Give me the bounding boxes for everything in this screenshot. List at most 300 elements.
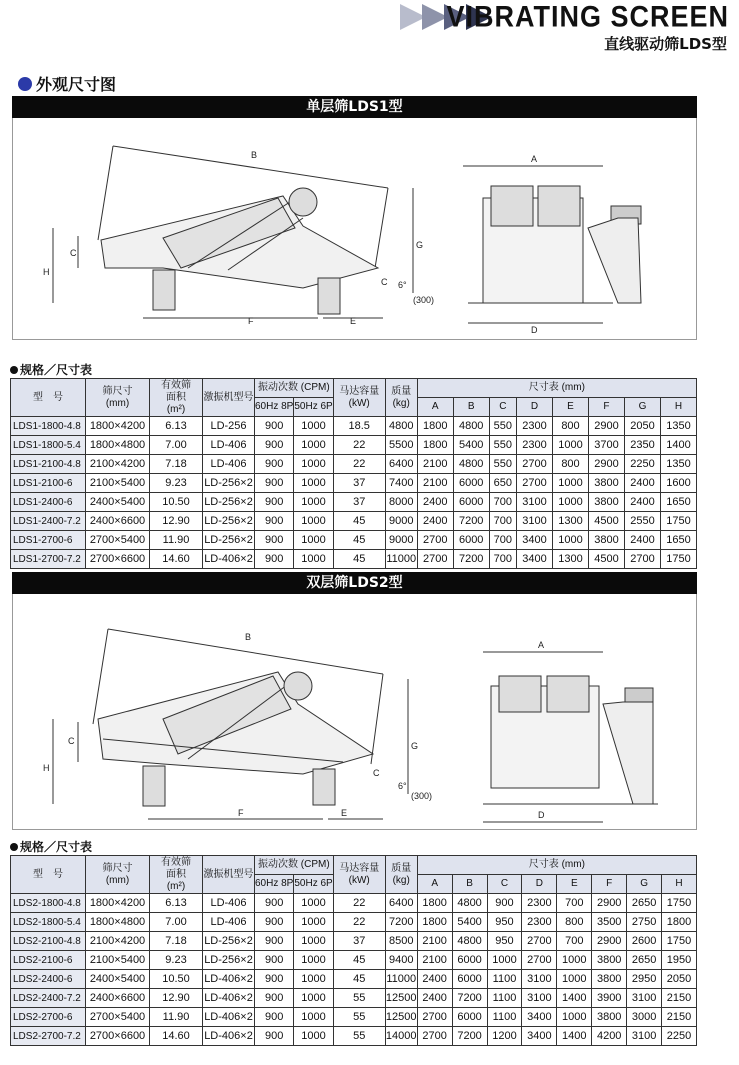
table-cell: 3400 — [522, 1027, 557, 1046]
table-row — [11, 989, 697, 1008]
table-cell: 10.50 — [150, 493, 203, 512]
th-weight: 质量 (kg) — [385, 379, 417, 417]
table-cell: 950 — [487, 932, 522, 951]
table-cell: 1000 — [294, 512, 333, 531]
table-cell: 650 — [489, 474, 516, 493]
table-cell: LD-256×2 — [203, 932, 255, 951]
table-cell: 700 — [489, 512, 516, 531]
table-cell: 2400 — [417, 493, 453, 512]
model-cell: LDS1-2100-4.8 — [11, 455, 86, 474]
table-cell: 2900 — [588, 417, 624, 436]
table-cell: 1750 — [660, 550, 696, 569]
table-cell: 37 — [333, 493, 385, 512]
table-cell: LD-406×2 — [203, 1008, 255, 1027]
lds2-table-body — [11, 894, 697, 1046]
table-cell: 1000 — [557, 951, 592, 970]
th-50hz: 50Hz 6P — [294, 875, 333, 894]
th-col-h: H — [660, 398, 696, 417]
th-col-g: G — [627, 875, 662, 894]
table-cell: 900 — [255, 989, 294, 1008]
lds2-spec-title — [10, 838, 92, 855]
table-cell: 2100×5400 — [86, 474, 150, 493]
table-cell: 2650 — [627, 951, 662, 970]
label-300: (300) — [413, 295, 435, 305]
exciter-motor — [289, 188, 317, 216]
table-cell: 6000 — [453, 531, 489, 550]
label-c2: C — [373, 768, 380, 778]
support-right — [313, 769, 335, 805]
brand-subtitle: 直线驱动筛LDS型 — [604, 35, 727, 53]
table-cell: 1650 — [660, 531, 696, 550]
table-cell: 1000 — [294, 1027, 333, 1046]
table-cell: 1200 — [487, 1027, 522, 1046]
table-cell: 18.5 — [333, 417, 385, 436]
table-cell: 2700 — [417, 550, 453, 569]
label-h: H — [43, 267, 50, 277]
th-model: 型 号 — [11, 379, 86, 417]
table-cell: 1950 — [662, 951, 697, 970]
table-cell: 900 — [255, 531, 294, 550]
table-cell: 4800 — [452, 932, 487, 951]
table-cell: 12.90 — [150, 512, 203, 531]
table-cell: 37 — [333, 932, 385, 951]
label-d: D — [538, 810, 545, 820]
table-cell: 2300 — [522, 894, 557, 913]
table-cell: 700 — [557, 894, 592, 913]
table-cell: 2100×4200 — [86, 455, 150, 474]
table-cell: 55 — [333, 989, 385, 1008]
table-cell: 12.90 — [150, 989, 203, 1008]
table-cell: 2700×5400 — [86, 531, 150, 550]
table-cell: 3100 — [517, 512, 553, 531]
table-cell: 1000 — [294, 989, 333, 1008]
table-cell: 1000 — [294, 913, 333, 932]
th-col-d: D — [517, 398, 553, 417]
table-cell: 2100×4200 — [86, 932, 150, 951]
label-angle: 6° — [398, 781, 407, 791]
th-col-a: A — [417, 398, 453, 417]
table-cell: 1800×4800 — [86, 436, 150, 455]
table-cell: 6000 — [452, 1008, 487, 1027]
table-cell: 55 — [333, 1027, 385, 1046]
table-cell: 2050 — [624, 417, 660, 436]
table-cell: 3900 — [592, 989, 627, 1008]
table-cell: 2400 — [624, 493, 660, 512]
table-cell: 2100 — [417, 951, 452, 970]
label-c: C — [68, 736, 75, 746]
table-cell: 1300 — [553, 550, 589, 569]
table-cell: 2400×5400 — [86, 970, 150, 989]
table-row — [11, 550, 697, 569]
table-cell: 3800 — [592, 951, 627, 970]
table-cell: 2100 — [417, 474, 453, 493]
model-cell: LDS2-2400-7.2 — [11, 989, 86, 1008]
label-f: F — [248, 316, 254, 326]
table-cell: 2100 — [417, 455, 453, 474]
table-cell: 4500 — [588, 550, 624, 569]
label-angle: 6° — [398, 280, 407, 290]
table-cell: 900 — [255, 474, 294, 493]
table-cell: 1300 — [553, 512, 589, 531]
table-cell: 1000 — [294, 951, 333, 970]
support-right — [318, 278, 340, 314]
table-cell: 2100×5400 — [86, 951, 150, 970]
table-cell: 7.18 — [150, 455, 203, 474]
table-cell: 1750 — [660, 512, 696, 531]
table-cell: 3800 — [588, 493, 624, 512]
model-cell: LDS1-1800-5.4 — [11, 436, 86, 455]
th-dims: 尺寸表 (mm) — [417, 856, 696, 875]
table-cell: 2400×6600 — [86, 512, 150, 531]
table-cell: 900 — [255, 1027, 294, 1046]
model-cell: LDS2-2700-7.2 — [11, 1027, 86, 1046]
table-cell: 1000 — [553, 474, 589, 493]
th-screen-size: 筛尺寸 (mm) — [86, 379, 150, 417]
th-vib: 振动次数 (CPM) — [255, 379, 334, 398]
th-col-c: C — [487, 875, 522, 894]
table-cell: 800 — [553, 417, 589, 436]
table-cell: 2750 — [627, 913, 662, 932]
table-cell: 1000 — [294, 436, 333, 455]
table-cell: 1000 — [553, 531, 589, 550]
table-cell: 1100 — [487, 1008, 522, 1027]
table-cell: 55 — [333, 1008, 385, 1027]
table-cell: 6000 — [453, 474, 489, 493]
table-cell: 3400 — [522, 1008, 557, 1027]
th-60hz: 60Hz 8P — [255, 398, 294, 417]
label-300: (300) — [411, 791, 433, 801]
table-cell: 11.90 — [150, 1008, 203, 1027]
table-cell: 9400 — [385, 951, 417, 970]
table-cell: 6000 — [452, 951, 487, 970]
model-cell: LDS2-2100-4.8 — [11, 932, 86, 951]
table-cell: 2700×5400 — [86, 1008, 150, 1027]
page-header — [0, 0, 739, 60]
table-cell: 14000 — [385, 1027, 417, 1046]
table-cell: 2400×5400 — [86, 493, 150, 512]
table-cell: 2950 — [627, 970, 662, 989]
table-cell: LD-256×2 — [203, 951, 255, 970]
model-cell: LDS2-1800-4.8 — [11, 894, 86, 913]
table-cell: 4800 — [453, 417, 489, 436]
th-col-h: H — [662, 875, 697, 894]
table-row — [11, 894, 697, 913]
table-cell: 1100 — [487, 970, 522, 989]
table-cell: 6400 — [385, 455, 417, 474]
table-cell: 2400 — [417, 989, 452, 1008]
table-cell: 2700 — [624, 550, 660, 569]
table-cell: 1000 — [294, 1008, 333, 1027]
table-cell: 7.00 — [150, 913, 203, 932]
table-cell: 2900 — [588, 455, 624, 474]
table-cell: 3800 — [592, 970, 627, 989]
table-cell: 3100 — [522, 989, 557, 1008]
bullet-icon — [18, 77, 32, 91]
th-area: 有效筛 面积 (m²) — [150, 379, 203, 417]
table-cell: 700 — [489, 493, 516, 512]
table-cell: 7200 — [452, 1027, 487, 1046]
table-cell: 950 — [487, 913, 522, 932]
table-cell: 1000 — [294, 531, 333, 550]
table-cell: 2150 — [662, 1008, 697, 1027]
table-cell: 2700 — [522, 951, 557, 970]
label-b: B — [245, 632, 252, 642]
label-a: A — [538, 640, 545, 650]
th-vib: 振动次数 (CPM) — [255, 856, 334, 875]
table-cell: 14.60 — [150, 1027, 203, 1046]
brand-title: VIBRATING SCREEN — [446, 0, 729, 34]
lds1-spec-title — [10, 361, 92, 378]
th-model: 型 号 — [11, 856, 86, 894]
table-cell: 11000 — [385, 970, 417, 989]
table-cell: 3100 — [517, 493, 553, 512]
table-cell: 2700 — [417, 1008, 452, 1027]
table-cell: 37 — [333, 474, 385, 493]
table-cell: 2400 — [417, 970, 452, 989]
model-cell: LDS1-2400-7.2 — [11, 512, 86, 531]
table-cell: 9000 — [385, 531, 417, 550]
table-cell: 45 — [333, 550, 385, 569]
table-cell: 7200 — [452, 989, 487, 1008]
table-cell: 1000 — [294, 455, 333, 474]
table-cell: 3700 — [588, 436, 624, 455]
table-cell: 1000 — [557, 1008, 592, 1027]
table-cell: 6.13 — [150, 417, 203, 436]
table-cell: 700 — [489, 550, 516, 569]
table-cell: 1000 — [557, 970, 592, 989]
table-cell: 2700 — [417, 531, 453, 550]
table-cell: 22 — [333, 913, 385, 932]
table-cell: LD-406×2 — [203, 989, 255, 1008]
table-cell: 8500 — [385, 932, 417, 951]
table-cell: 12500 — [385, 1008, 417, 1027]
table-cell: 10.50 — [150, 970, 203, 989]
model-cell: LDS2-1800-5.4 — [11, 913, 86, 932]
table-cell: 11000 — [385, 550, 417, 569]
table-cell: 4200 — [592, 1027, 627, 1046]
table-cell: 1800 — [417, 417, 453, 436]
table-cell: 2050 — [662, 970, 697, 989]
table-cell: 8000 — [385, 493, 417, 512]
model-cell: LDS1-2100-6 — [11, 474, 86, 493]
table-cell: 22 — [333, 436, 385, 455]
bullet-icon — [10, 366, 18, 374]
model-cell: LDS2-2100-6 — [11, 951, 86, 970]
table-cell: 2300 — [522, 913, 557, 932]
table-cell: 2700×6600 — [86, 550, 150, 569]
table-cell: 7.18 — [150, 932, 203, 951]
table-cell: 2400 — [624, 474, 660, 493]
table-cell: 12500 — [385, 989, 417, 1008]
table-cell: 7200 — [453, 512, 489, 531]
table-cell: 900 — [255, 493, 294, 512]
table-cell: 2150 — [662, 989, 697, 1008]
th-col-b: B — [453, 398, 489, 417]
model-cell: LDS2-2700-6 — [11, 1008, 86, 1027]
table-cell: 9.23 — [150, 951, 203, 970]
th-col-b: B — [452, 875, 487, 894]
lds1-table-body — [11, 417, 697, 569]
label-e: E — [350, 316, 357, 326]
label-b: B — [251, 150, 258, 160]
table-cell: 7200 — [385, 913, 417, 932]
table-cell: 6000 — [452, 970, 487, 989]
table-cell: 6000 — [453, 493, 489, 512]
table-cell: 900 — [255, 913, 294, 932]
th-col-a: A — [417, 875, 452, 894]
support-left — [143, 766, 165, 806]
label-f: F — [238, 808, 244, 818]
section-title-text: 外观尺寸图 — [36, 75, 117, 94]
table-cell: 45 — [333, 531, 385, 550]
table-cell: 3400 — [517, 531, 553, 550]
table-cell: 2900 — [592, 932, 627, 951]
table-cell: 800 — [553, 455, 589, 474]
table-cell: 1000 — [294, 550, 333, 569]
table-cell: 3000 — [627, 1008, 662, 1027]
table-cell: 1800 — [417, 913, 452, 932]
table-cell: 45 — [333, 970, 385, 989]
table-cell: 1000 — [553, 436, 589, 455]
lds2-drawing — [12, 594, 697, 830]
table-cell: 1000 — [294, 474, 333, 493]
th-50hz: 50Hz 6P — [294, 398, 333, 417]
table-cell: LD-406×2 — [203, 970, 255, 989]
table-cell: 2350 — [624, 436, 660, 455]
table-cell: 1400 — [557, 1027, 592, 1046]
spec-label: 规格／尺寸表 — [20, 363, 93, 377]
table-cell: 2700 — [522, 932, 557, 951]
th-exciter: 激振机型号 — [203, 856, 255, 894]
table-cell: 900 — [255, 932, 294, 951]
table-cell: 1800 — [417, 436, 453, 455]
table-cell: 5500 — [385, 436, 417, 455]
table-cell: 3100 — [522, 970, 557, 989]
table-cell: 2250 — [624, 455, 660, 474]
table-cell: 2100 — [417, 932, 452, 951]
table-row — [11, 493, 697, 512]
table-cell: LD-256×2 — [203, 493, 255, 512]
table-cell: 2900 — [592, 894, 627, 913]
th-exciter: 激振机型号 — [203, 379, 255, 417]
table-cell: 3800 — [588, 531, 624, 550]
table-cell: 9.23 — [150, 474, 203, 493]
lds1-drawing — [12, 118, 697, 340]
table-cell: 900 — [255, 455, 294, 474]
table-cell: 2550 — [624, 512, 660, 531]
table-cell: 2400 — [624, 531, 660, 550]
table-cell: 1400 — [557, 989, 592, 1008]
table-cell: 2400×6600 — [86, 989, 150, 1008]
table-cell: 7.00 — [150, 436, 203, 455]
model-cell: LDS1-2700-6 — [11, 531, 86, 550]
table-cell: LD-406 — [203, 455, 255, 474]
table-cell: 7200 — [453, 550, 489, 569]
label-h: H — [43, 763, 50, 773]
table-cell: 1000 — [294, 932, 333, 951]
table-cell: 1750 — [662, 932, 697, 951]
table-cell: LD-406 — [203, 436, 255, 455]
table-cell: 7400 — [385, 474, 417, 493]
th-screen-size: 筛尺寸 (mm) — [86, 856, 150, 894]
lds1-drawing-svg — [13, 118, 698, 340]
table-cell: 550 — [489, 417, 516, 436]
table-row — [11, 474, 697, 493]
table-cell: 1350 — [660, 417, 696, 436]
lds1-title-bar: 单层筛LDS1型 — [12, 96, 697, 118]
table-cell: 1800×4800 — [86, 913, 150, 932]
table-cell: 900 — [487, 894, 522, 913]
label-g: G — [411, 741, 419, 751]
table-cell: 4500 — [588, 512, 624, 531]
table-cell: 1800 — [417, 894, 452, 913]
spec-label: 规格／尺寸表 — [20, 840, 93, 854]
table-cell: 900 — [255, 550, 294, 569]
table-cell: 2600 — [627, 932, 662, 951]
lds1-spec-table — [10, 378, 697, 569]
label-g: G — [416, 240, 424, 250]
table-cell: 2700 — [517, 455, 553, 474]
table-row — [11, 512, 697, 531]
th-col-c: C — [489, 398, 516, 417]
label-d: D — [531, 325, 538, 335]
th-motor: 马达容量 (kW) — [333, 379, 385, 417]
th-motor: 马达容量 (kW) — [333, 856, 385, 894]
table-cell: 1400 — [660, 436, 696, 455]
table-row — [11, 417, 697, 436]
table-cell: 1800×4200 — [86, 417, 150, 436]
table-cell: 45 — [333, 951, 385, 970]
section-title — [18, 72, 116, 95]
table-cell: 900 — [255, 894, 294, 913]
th-col-e: E — [557, 875, 592, 894]
table-cell: 550 — [489, 436, 516, 455]
label-e: E — [341, 808, 348, 818]
table-cell: 4800 — [385, 417, 417, 436]
table-cell: 1800 — [662, 913, 697, 932]
lds2-spec-table — [10, 855, 697, 1046]
table-cell: 2250 — [662, 1027, 697, 1046]
bullet-icon — [10, 843, 18, 851]
table-cell: 1650 — [660, 493, 696, 512]
th-area: 有效筛 面积 (m²) — [150, 856, 203, 894]
table-cell: 3100 — [627, 1027, 662, 1046]
model-cell: LDS1-1800-4.8 — [11, 417, 86, 436]
th-dims: 尺寸表 (mm) — [417, 379, 696, 398]
table-cell: 3500 — [592, 913, 627, 932]
th-weight: 质量 (kg) — [385, 856, 417, 894]
model-cell: LDS1-2400-6 — [11, 493, 86, 512]
table-cell: LD-406×2 — [203, 1027, 255, 1046]
th-col-d: D — [522, 875, 557, 894]
table-cell: 11.90 — [150, 531, 203, 550]
table-cell: 900 — [255, 436, 294, 455]
table-cell: 3400 — [517, 550, 553, 569]
table-cell: 2650 — [627, 894, 662, 913]
model-cell: LDS2-2400-6 — [11, 970, 86, 989]
table-cell: 22 — [333, 894, 385, 913]
table-cell: 2700 — [517, 474, 553, 493]
table-row — [11, 951, 697, 970]
table-cell: 5400 — [453, 436, 489, 455]
table-cell: 3800 — [592, 1008, 627, 1027]
table-cell: 700 — [489, 531, 516, 550]
table-cell: LD-406×2 — [203, 550, 255, 569]
exciter-motor — [284, 672, 312, 700]
table-cell: 550 — [489, 455, 516, 474]
table-cell: 1000 — [487, 951, 522, 970]
table-cell: 700 — [557, 932, 592, 951]
